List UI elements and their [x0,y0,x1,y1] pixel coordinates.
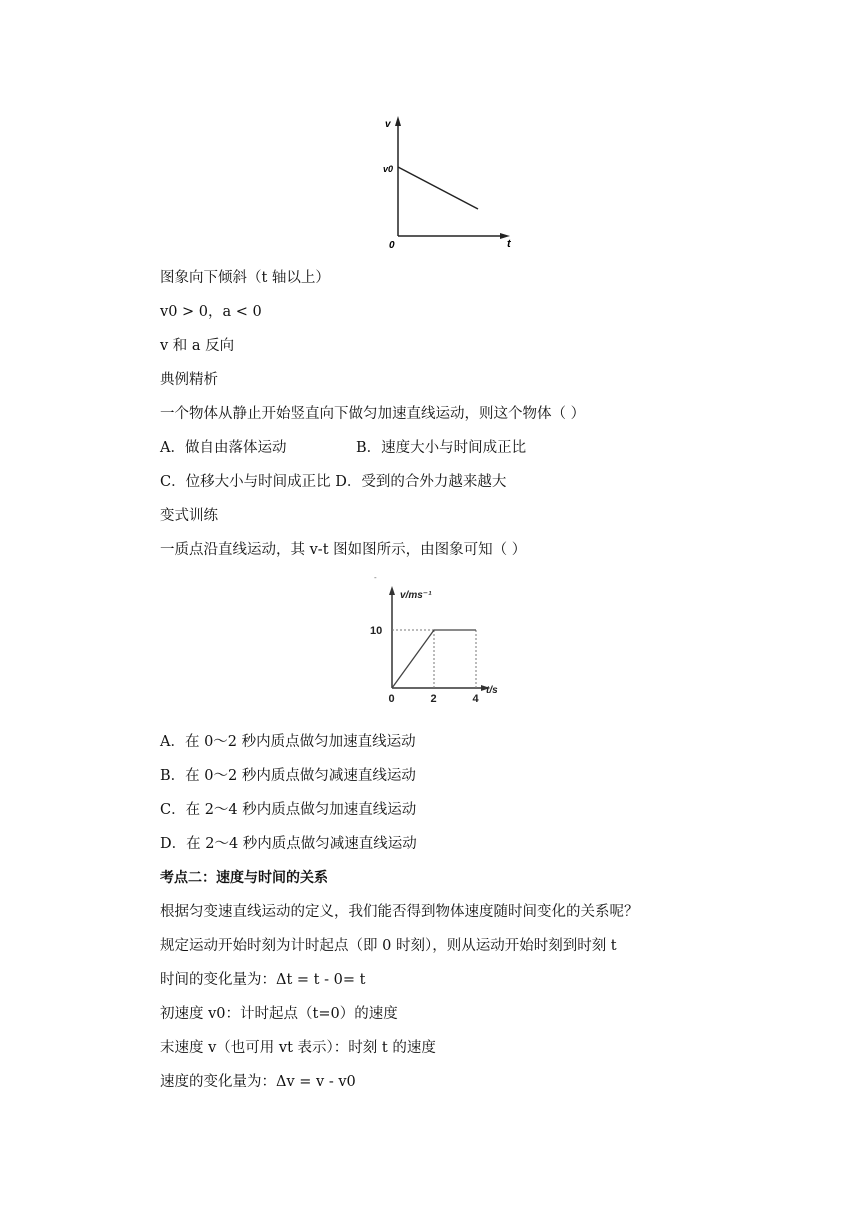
y-axis-arrow [389,586,395,595]
x-axis-label: t [507,238,511,250]
paragraph-line: 规定运动开始时刻为计时起点（即 0 时刻），则从运动开始时刻到时刻 t [160,938,617,954]
vt-chart [368,572,518,706]
paragraph-line: 速度的变化量为：Δv = v - v0 [160,1074,356,1090]
y-tick-label: 10 [370,625,383,637]
answer-option-c: C．在 2～4 秒内质点做匀加速直线运动 [160,802,417,818]
origin-label: 0 [389,240,395,251]
option-b: B．速度大小与时间成正比 [356,440,527,456]
question-text: 一个物体从静止开始竖直向下做匀加速直线运动，则这个物体（ ） [160,406,586,422]
y-axis-label: v [385,119,391,130]
answer-option-a: A．在 0～2 秒内质点做匀加速直线运动 [160,734,416,750]
y-axis-arrow [395,116,401,126]
option-a: A．做自由落体运动 [160,440,287,456]
section-label: 变式训练 [160,508,218,524]
x-tick-label: 0 [388,693,395,705]
answer-option-b: B．在 0～2 秒内质点做匀减速直线运动 [160,768,416,784]
option-row [160,438,286,458]
text-line: v0 > 0，a < 0 [160,304,262,320]
section-heading: 考点二：速度与时间的关系 [160,870,328,886]
section-label: 典例精析 [160,372,218,388]
velocity-line [398,167,478,209]
x-tick-label: 2 [430,693,437,705]
question-text: 一质点沿直线运动，其 v-t 图如图所示，由图象可知（ ） [160,542,527,558]
v0-label: v0 [383,164,394,174]
answer-option-d: D．在 2～4 秒内质点做匀减速直线运动 [160,836,417,852]
option-cd: C．位移大小与时间成正比 D．受到的合外力越来越大 [160,474,507,490]
chart-dot: - [374,573,377,582]
text-line: 图象向下倾斜（t 轴以上） [160,270,330,286]
vt-graph-decreasing [378,112,528,252]
x-axis-title: t/s [486,685,498,696]
paragraph-line: 初速度 v0：计时起点（t=0）的速度 [160,1006,398,1022]
text-line: v 和 a 反向 [160,338,235,354]
paragraph-line: 时间的变化量为：Δt = t - 0= t [160,972,366,988]
paragraph-line: 根据匀变速直线运动的定义，我们能否得到物体速度随时间变化的关系呢？ [160,904,639,920]
x-tick-label: 4 [472,693,479,705]
y-axis-title: v/ms⁻¹ [400,590,432,601]
paragraph-line: 末速度 v（也可用 vt 表示）：时刻 t 的速度 [160,1040,436,1056]
